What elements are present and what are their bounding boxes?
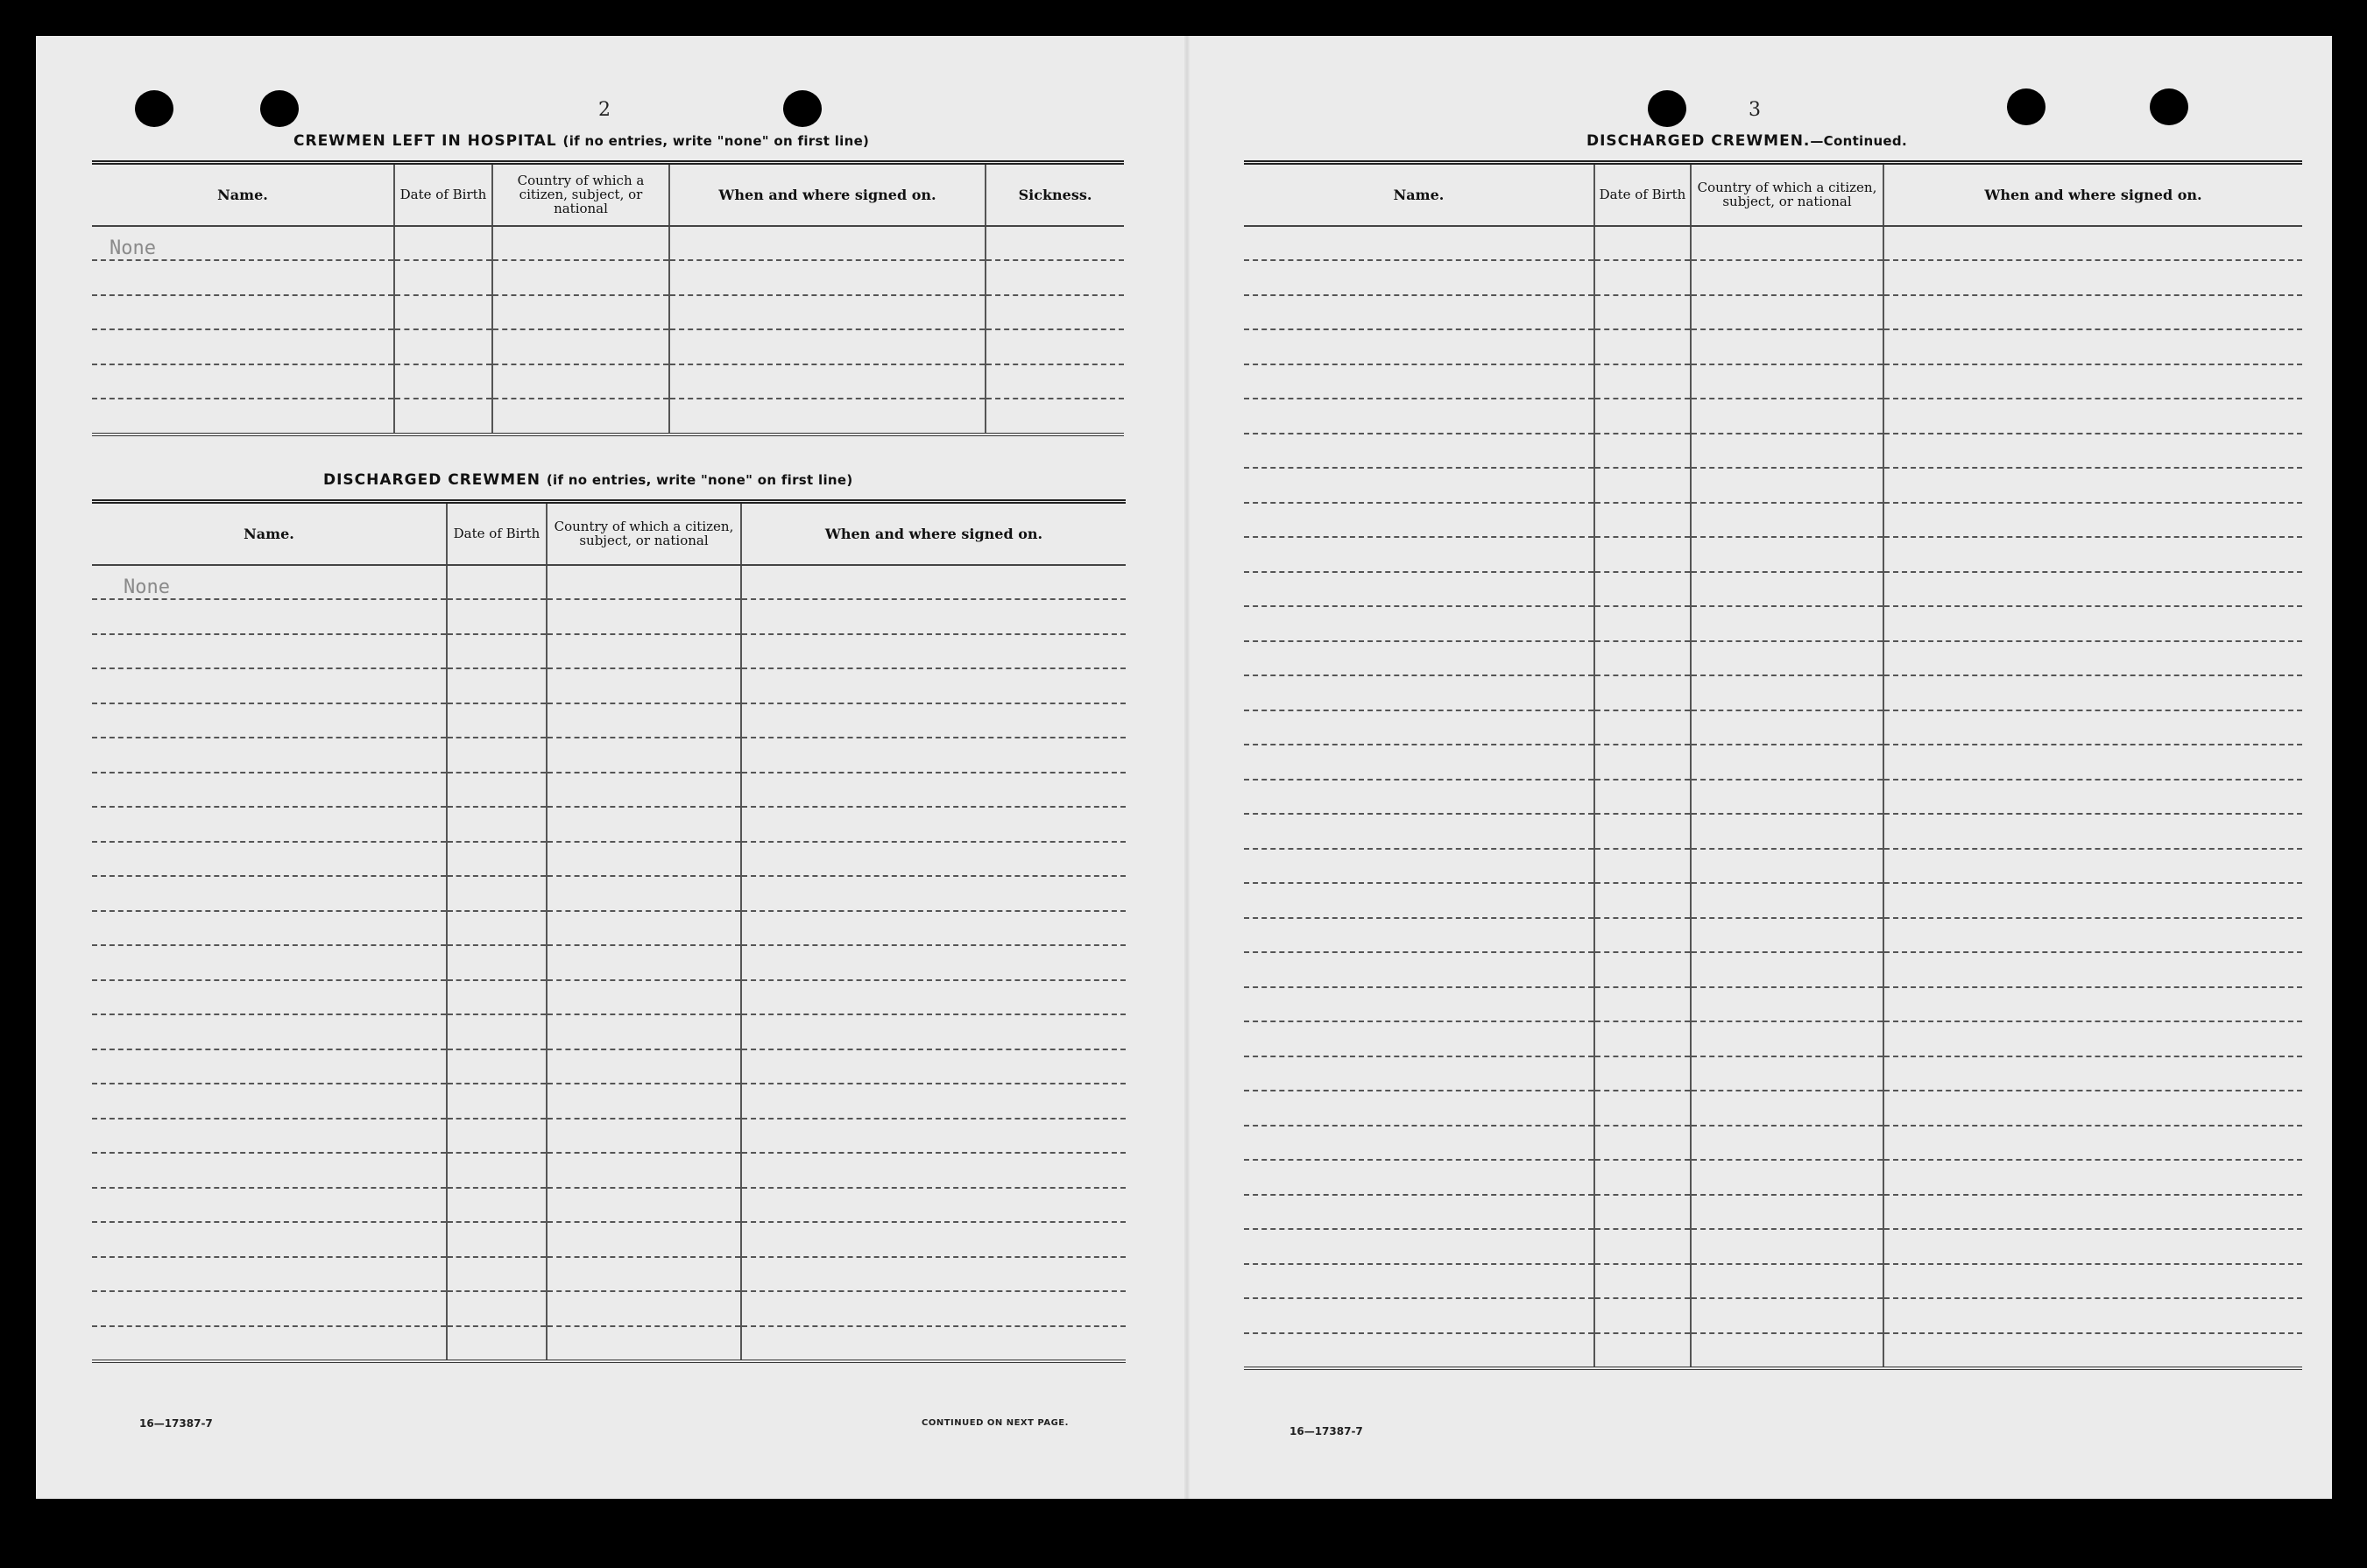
discharged-first-entry: None (92, 565, 447, 600)
table-row (92, 1119, 1126, 1154)
table-row (92, 1291, 1126, 1326)
table-row (1244, 1298, 2302, 1333)
table-row (1244, 849, 2302, 884)
continued-note: CONTINUED ON NEXT PAGE. (922, 1418, 1069, 1428)
table-row (1244, 606, 2302, 641)
hospital-first-entry: None (92, 226, 394, 261)
punch-hole (2007, 88, 2046, 125)
table-row (92, 226, 1124, 261)
table-row (92, 738, 1126, 773)
table-row (1244, 1264, 2302, 1299)
table-row (1244, 295, 2302, 330)
table-row (1244, 364, 2302, 399)
col-country: Country of which a citizen, subject, or national (547, 502, 741, 565)
table-row (1244, 987, 2302, 1022)
table-row (92, 399, 1124, 434)
table-row (1244, 226, 2302, 261)
table-row (92, 773, 1126, 808)
discharged-section-title (323, 471, 853, 489)
table-row (92, 1326, 1126, 1362)
table-row (1244, 1195, 2302, 1230)
discharged-table-right (1244, 160, 2302, 1370)
table-row (92, 329, 1124, 364)
table-row (92, 634, 1126, 669)
table-row (92, 1084, 1126, 1119)
table-row (1244, 918, 2302, 953)
hospital-instruction: (if no entries, write "none" on first line) (562, 133, 870, 149)
table-row (92, 842, 1126, 877)
hospital-title-text: CREWMEN LEFT IN HOSPITAL (293, 132, 557, 150)
col-country: Country of which a citizen, subject, or national (1691, 163, 1883, 226)
table-row (1244, 399, 2302, 434)
page-fold (1184, 36, 1190, 1499)
table-row (1244, 1126, 2302, 1161)
table-row (92, 703, 1126, 738)
form-sheet (36, 36, 2332, 1499)
col-name: Name. (92, 163, 394, 226)
col-signed-on: When and where signed on. (1883, 163, 2302, 226)
page-number-right: 3 (1749, 99, 1761, 121)
table-row (92, 1014, 1126, 1049)
table-row (92, 1049, 1126, 1084)
table-row (92, 945, 1126, 980)
punch-hole (135, 90, 173, 127)
col-signed-on: When and where signed on. (741, 502, 1126, 565)
table-row (92, 1153, 1126, 1188)
table-row (1244, 1333, 2302, 1369)
form-code-right: 16—17387-7 (1289, 1425, 1363, 1437)
table-row (1244, 1091, 2302, 1126)
hospital-section-title (293, 132, 869, 150)
table-row (92, 807, 1126, 842)
table-row (1244, 434, 2302, 469)
table-row (92, 1188, 1126, 1223)
table-row (1244, 883, 2302, 918)
continued-suffix: —Continued. (1810, 133, 1907, 149)
table-row (1244, 468, 2302, 503)
discharged-title-text: DISCHARGED CREWMEN (323, 471, 541, 489)
table-row (92, 565, 1126, 600)
table-row (1244, 745, 2302, 780)
table-row (92, 668, 1126, 703)
col-sickness: Sickness. (986, 163, 1124, 226)
table-row (92, 1222, 1126, 1257)
table-row (1244, 572, 2302, 607)
discharged-table-left (92, 499, 1126, 1363)
discharged-continued-title (1586, 132, 1907, 150)
col-date-of-birth: Date of Birth (447, 502, 547, 565)
punch-hole (783, 90, 822, 127)
table-row (92, 876, 1126, 911)
table-row (1244, 537, 2302, 572)
table-row (1244, 1160, 2302, 1195)
col-name: Name. (1244, 163, 1594, 226)
table-row (1244, 952, 2302, 987)
discharged-instruction: (if no entries, write "none" on first line) (546, 472, 853, 488)
hospital-table (92, 160, 1124, 436)
punch-hole (2150, 88, 2188, 125)
col-country: Country of which a citizen, subject, or national (492, 163, 669, 226)
table-row (1244, 1056, 2302, 1091)
table-row (1244, 1229, 2302, 1264)
table-row (92, 980, 1126, 1015)
table-row (92, 911, 1126, 946)
table-row (1244, 814, 2302, 849)
table-row (92, 1257, 1126, 1292)
table-row (92, 295, 1124, 330)
table-row (1244, 675, 2302, 710)
table-row (92, 364, 1124, 399)
table-row (1244, 1021, 2302, 1056)
table-row (1244, 641, 2302, 676)
col-signed-on: When and where signed on. (669, 163, 986, 226)
page-number-left: 2 (598, 99, 611, 121)
discharged-continued-text: DISCHARGED CREWMEN. (1586, 132, 1811, 150)
table-row (1244, 329, 2302, 364)
table-row (1244, 260, 2302, 295)
col-name: Name. (92, 502, 447, 565)
table-row (1244, 780, 2302, 815)
table-row (92, 260, 1124, 295)
col-date-of-birth: Date of Birth (394, 163, 492, 226)
col-date-of-birth: Date of Birth (1594, 163, 1691, 226)
form-code-left: 16—17387-7 (139, 1417, 213, 1430)
table-row (92, 599, 1126, 634)
table-row (1244, 710, 2302, 745)
table-row (1244, 503, 2302, 538)
punch-hole (260, 90, 299, 127)
punch-hole (1648, 90, 1686, 127)
